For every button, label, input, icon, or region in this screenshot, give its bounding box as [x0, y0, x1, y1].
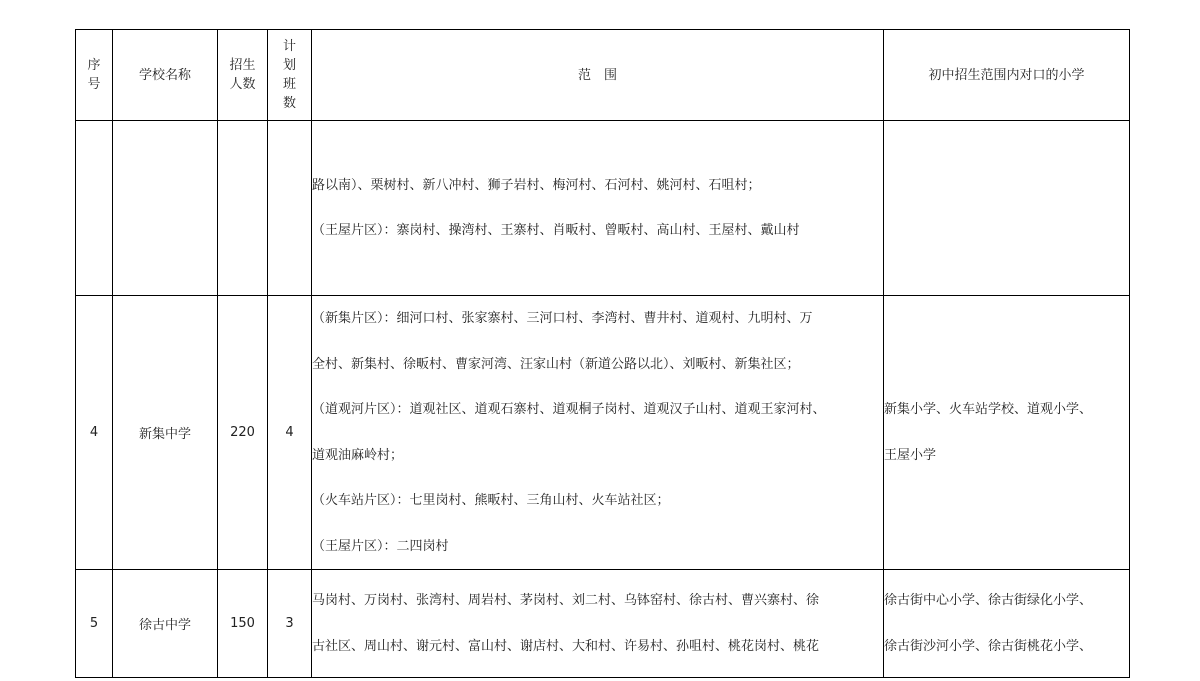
table-row: [76, 121, 1130, 296]
cell-enroll: [218, 121, 268, 296]
primary-line: 徐古街中心小学、徐古街绿化小学、: [884, 593, 1093, 608]
cell-school: 新集中学: [113, 296, 218, 570]
header-primary: 初中招生范围内对口的小学: [884, 30, 1130, 121]
cell-primary: [884, 570, 1130, 678]
cell-seq: 4: [76, 296, 113, 570]
header-range: 范 围: [312, 30, 884, 121]
table-header-row: [76, 30, 1130, 121]
enrollment-table: [75, 29, 1130, 678]
header-school: 学校名称: [113, 30, 218, 121]
cell-enroll: 220: [218, 296, 268, 570]
cell-classes: [268, 121, 312, 296]
range-line: 全村、新集村、徐畈村、曹家河湾、汪家山村（新道公路以北）、刘畈村、新集社区；: [312, 356, 800, 372]
range-line: （王屋片区）：二四岗村: [312, 538, 449, 554]
cell-range: [312, 570, 884, 678]
cell-seq: [76, 121, 113, 296]
header-enroll: 招生 人数: [218, 30, 268, 121]
cell-range: [312, 121, 884, 296]
cell-seq: 5: [76, 570, 113, 678]
table-row: [76, 296, 1130, 570]
cell-primary: [884, 296, 1130, 570]
range-line: 道观油麻岭村；: [312, 447, 404, 463]
cell-classes: 3: [268, 570, 312, 678]
primary-line: 王屋小学: [884, 447, 937, 463]
primary-line: 徐古街沙河小学、徐古街桃花小学、: [884, 638, 1093, 654]
range-line: （火车站片区）：七里岗村、熊畈村、三角山村、火车站社区；: [312, 493, 670, 508]
header-seq: 序 号: [76, 30, 113, 121]
table-row: [76, 570, 1130, 678]
cell-classes: 4: [268, 296, 312, 570]
cell-primary: [884, 121, 1130, 296]
cell-school: [113, 121, 218, 296]
cell-enroll: 150: [218, 570, 268, 678]
primary-line: 新集小学、火车站学校、道观小学、: [884, 402, 1093, 417]
range-line: 古社区、周山村、谢元村、富山村、谢店村、大和村、许易村、孙咀村、桃花岗村、桃花: [312, 638, 820, 654]
range-line: （道观河片区）：道观社区、道观石寨村、道观桐子岗村、道观汉子山村、道观王家河村、: [312, 402, 826, 417]
range-line: 路以南）、栗树村、新八冲村、狮子岩村、梅河村、石河村、姚河村、石咀村；: [312, 178, 761, 193]
header-classes: 计 划 班 数: [268, 30, 312, 121]
cell-school: 徐古中学: [113, 570, 218, 678]
range-line: （新集片区）：细河口村、张家寨村、三河口村、李湾村、曹井村、道观村、九明村、万: [312, 311, 813, 326]
cell-range: [312, 296, 884, 570]
range-line: （王屋片区）：寨岗村、操湾村、王寨村、肖畈村、曾畈村、高山村、王屋村、戴山村: [312, 223, 800, 238]
range-line: 马岗村、万岗村、张湾村、周岩村、茅岗村、刘二村、乌钵窑村、徐古村、曹兴寨村、徐: [312, 593, 820, 608]
